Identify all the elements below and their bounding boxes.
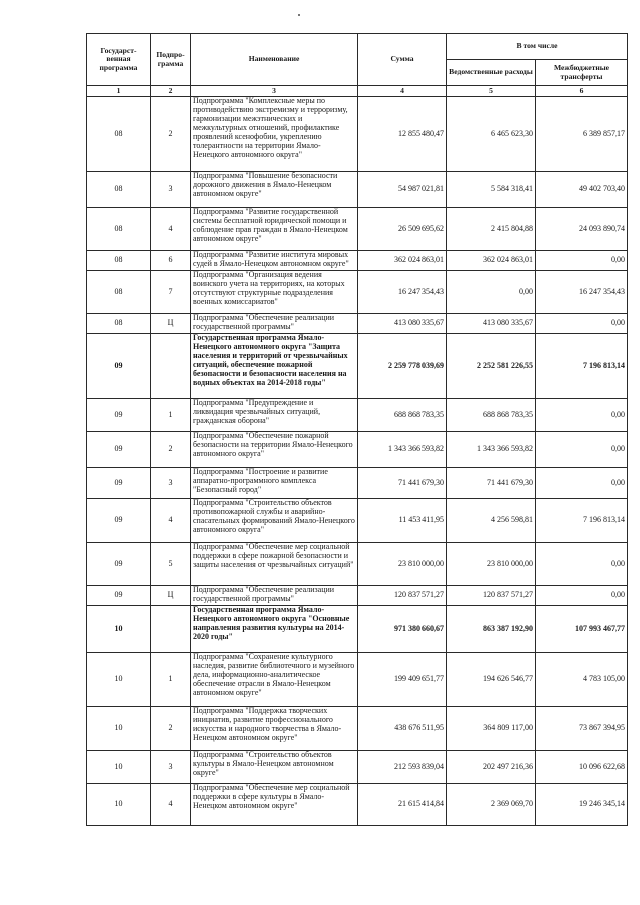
podprogramma-code: 3 — [151, 751, 191, 784]
total-amount: 438 676 511,95 — [358, 707, 447, 751]
gos-programma-code: 08 — [87, 271, 151, 314]
subprogram-row — [87, 751, 628, 784]
program-name: Подпрограмма "Обеспечение мер социальной поддержки в сфере культуры в Ямало-Ненецком автономном округе" — [191, 784, 358, 826]
program-name: Подпрограмма "Поддержка творческих инициатив, развитие профессионального искусства и народного творчества в Ямало-Ненецком автономном округе" — [191, 707, 358, 751]
intergovernmental-transfers: 4 783 105,00 — [536, 653, 628, 707]
column-number-row — [87, 86, 628, 97]
gos-programma-code: 08 — [87, 251, 151, 271]
col-number: 4 — [358, 86, 447, 97]
intergovernmental-transfers: 10 096 622,68 — [536, 751, 628, 784]
gos-programma-code: 10 — [87, 606, 151, 653]
program-name: Подпрограмма "Комплексные меры по противодействию экстремизму и терроризму, гармонизации межэтнических и межкультурных отношений, профилактике проявлений ксенофобии, укреплению толерантности на территории Ямало-Ненецкого автономного округа" — [191, 97, 358, 172]
intergovernmental-transfers: 16 247 354,43 — [536, 271, 628, 314]
gos-programma-code: 09 — [87, 399, 151, 432]
col-header-naimenovanie: Наименование — [191, 34, 358, 86]
podprogramma-code: Ц — [151, 314, 191, 334]
subprogram-row — [87, 251, 628, 271]
total-amount: 21 615 414,84 — [358, 784, 447, 826]
intergovernmental-transfers: 0,00 — [536, 468, 628, 499]
total-amount: 688 868 783,35 — [358, 399, 447, 432]
gos-programma-code: 09 — [87, 586, 151, 606]
gos-programma-code: 09 — [87, 468, 151, 499]
intergovernmental-transfers: 0,00 — [536, 314, 628, 334]
col-header-gos-programma: Государст-венная программа — [87, 34, 151, 86]
subprogram-row — [87, 586, 628, 606]
gos-programma-code: 09 — [87, 432, 151, 468]
gos-programma-code: 08 — [87, 172, 151, 208]
program-name: Подпрограмма "Обеспечение мер социальной поддержки в сфере пожарной безопасности и защиты населения от чрезвычайных ситуаций" — [191, 543, 358, 586]
total-amount: 12 855 480,47 — [358, 97, 447, 172]
departmental-expenses: 863 387 192,90 — [447, 606, 536, 653]
podprogramma-code: 1 — [151, 399, 191, 432]
departmental-expenses: 194 626 546,77 — [447, 653, 536, 707]
gos-programma-code: 09 — [87, 543, 151, 586]
podprogramma-code: 2 — [151, 707, 191, 751]
intergovernmental-transfers: 107 993 467,77 — [536, 606, 628, 653]
gos-programma-code: 08 — [87, 314, 151, 334]
program-name: Подпрограмма "Обеспечение реализации государственной программы" — [191, 314, 358, 334]
col-header-podprogramma: Подпро-грамма — [151, 34, 191, 86]
total-amount: 199 409 651,77 — [358, 653, 447, 707]
departmental-expenses: 2 369 069,70 — [447, 784, 536, 826]
podprogramma-code: 4 — [151, 499, 191, 543]
col-number: 6 — [536, 86, 628, 97]
gos-programma-code: 10 — [87, 707, 151, 751]
budget-table-body — [87, 97, 628, 826]
program-name: Подпрограмма "Обеспечение реализации государственной программы" — [191, 586, 358, 606]
gos-programma-code: 10 — [87, 751, 151, 784]
col-header-summa: Сумма — [358, 34, 447, 86]
gos-programma-code: 10 — [87, 784, 151, 826]
program-name: Подпрограмма "Сохранение культурного наследия, развитие библиотечного и музейного дела, информационно-аналитическое обеспечение отрасли в Ямало-Ненецком автономном округе" — [191, 653, 358, 707]
departmental-expenses: 413 080 335,67 — [447, 314, 536, 334]
intergovernmental-transfers: 0,00 — [536, 399, 628, 432]
departmental-expenses: 0,00 — [447, 271, 536, 314]
podprogramma-code — [151, 334, 191, 399]
podprogramma-code: 2 — [151, 432, 191, 468]
podprogramma-code: 4 — [151, 208, 191, 251]
total-amount: 362 024 863,01 — [358, 251, 447, 271]
col-number: 5 — [447, 86, 536, 97]
departmental-expenses: 688 868 783,35 — [447, 399, 536, 432]
subprogram-row — [87, 172, 628, 208]
podprogramma-code: 4 — [151, 784, 191, 826]
podprogramma-code — [151, 606, 191, 653]
departmental-expenses: 362 024 863,01 — [447, 251, 536, 271]
intergovernmental-transfers: 7 196 813,14 — [536, 499, 628, 543]
col-header-mezhbyudzhetnye: Межбюджетные трансферты — [536, 60, 628, 86]
gos-programma-code: 08 — [87, 208, 151, 251]
col-number: 1 — [87, 86, 151, 97]
intergovernmental-transfers: 0,00 — [536, 251, 628, 271]
subprogram-row — [87, 314, 628, 334]
budget-table — [86, 33, 628, 826]
program-name: Подпрограмма "Организация ведения воинского учета на территориях, на которых отсутствуют структурные подразделения военных комиссариатов" — [191, 271, 358, 314]
col-header-v-tom-chisle: В том числе — [447, 34, 628, 60]
scan-speck — [298, 14, 300, 16]
intergovernmental-transfers: 0,00 — [536, 543, 628, 586]
subprogram-row — [87, 707, 628, 751]
program-name: Подпрограмма "Обеспечение пожарной безопасности на территории Ямало-Ненецкого автономного округа" — [191, 432, 358, 468]
departmental-expenses: 120 837 571,27 — [447, 586, 536, 606]
intergovernmental-transfers: 7 196 813,14 — [536, 334, 628, 399]
total-amount: 1 343 366 593,82 — [358, 432, 447, 468]
program-name: Государственная программа Ямало-Ненецкого автономного округа "Основные направления развития культуры на 2014-2020 годы" — [191, 606, 358, 653]
total-amount: 54 987 021,81 — [358, 172, 447, 208]
subprogram-row — [87, 543, 628, 586]
podprogramma-code: 5 — [151, 543, 191, 586]
program-name: Подпрограмма "Строительство объектов культуры в Ямало-Ненецком автономном округе" — [191, 751, 358, 784]
subprogram-row — [87, 97, 628, 172]
subprogram-row — [87, 499, 628, 543]
subprogram-row — [87, 432, 628, 468]
total-amount: 120 837 571,27 — [358, 586, 447, 606]
program-name: Подпрограмма "Строительство объектов противопожарной службы и аварийно-спасательных формирований Ямало-Ненецкого автономного округа" — [191, 499, 358, 543]
departmental-expenses: 1 343 366 593,82 — [447, 432, 536, 468]
intergovernmental-transfers: 49 402 703,40 — [536, 172, 628, 208]
intergovernmental-transfers: 24 093 890,74 — [536, 208, 628, 251]
gos-programma-code: 08 — [87, 97, 151, 172]
departmental-expenses: 4 256 598,81 — [447, 499, 536, 543]
program-name: Подпрограмма "Построение и развитие аппаратно-программного комплекса "Безопасный город" — [191, 468, 358, 499]
intergovernmental-transfers: 0,00 — [536, 586, 628, 606]
podprogramma-code: 6 — [151, 251, 191, 271]
intergovernmental-transfers: 73 867 394,95 — [536, 707, 628, 751]
total-amount: 971 380 660,67 — [358, 606, 447, 653]
program-row — [87, 606, 628, 653]
subprogram-row — [87, 399, 628, 432]
departmental-expenses: 6 465 623,30 — [447, 97, 536, 172]
total-amount: 11 453 411,95 — [358, 499, 447, 543]
subprogram-row — [87, 653, 628, 707]
program-name: Подпрограмма "Повышение безопасности дорожного движения в Ямало-Ненецком автономном округе" — [191, 172, 358, 208]
program-row — [87, 334, 628, 399]
departmental-expenses: 5 584 318,41 — [447, 172, 536, 208]
podprogramma-code: 7 — [151, 271, 191, 314]
total-amount: 23 810 000,00 — [358, 543, 447, 586]
subprogram-row — [87, 468, 628, 499]
total-amount: 212 593 839,04 — [358, 751, 447, 784]
gos-programma-code: 09 — [87, 499, 151, 543]
total-amount: 413 080 335,67 — [358, 314, 447, 334]
gos-programma-code: 09 — [87, 334, 151, 399]
departmental-expenses: 202 497 216,36 — [447, 751, 536, 784]
subprogram-row — [87, 784, 628, 826]
podprogramma-code: 3 — [151, 468, 191, 499]
program-name: Подпрограмма "Развитие государственной системы бесплатной юридической помощи и соблюдение прав граждан в Ямало-Ненецком автономном округе" — [191, 208, 358, 251]
podprogramma-code: 2 — [151, 97, 191, 172]
total-amount: 26 509 695,62 — [358, 208, 447, 251]
intergovernmental-transfers: 0,00 — [536, 432, 628, 468]
gos-programma-code: 10 — [87, 653, 151, 707]
intergovernmental-transfers: 6 389 857,17 — [536, 97, 628, 172]
departmental-expenses: 23 810 000,00 — [447, 543, 536, 586]
subprogram-row — [87, 208, 628, 251]
departmental-expenses: 2 415 804,88 — [447, 208, 536, 251]
departmental-expenses: 71 441 679,30 — [447, 468, 536, 499]
podprogramma-code: 1 — [151, 653, 191, 707]
program-name: Подпрограмма "Развитие института мировых судей в Ямало-Ненецком автономном округе" — [191, 251, 358, 271]
podprogramma-code: Ц — [151, 586, 191, 606]
total-amount: 71 441 679,30 — [358, 468, 447, 499]
podprogramma-code: 3 — [151, 172, 191, 208]
departmental-expenses: 364 809 117,00 — [447, 707, 536, 751]
total-amount: 2 259 778 039,69 — [358, 334, 447, 399]
program-name: Подпрограмма "Предупреждение и ликвидация чрезвычайных ситуаций, гражданская оборона" — [191, 399, 358, 432]
intergovernmental-transfers: 19 246 345,14 — [536, 784, 628, 826]
col-number: 2 — [151, 86, 191, 97]
total-amount: 16 247 354,43 — [358, 271, 447, 314]
col-header-vedomstvennye: Ведомственные расходы — [447, 60, 536, 86]
subprogram-row — [87, 271, 628, 314]
program-name: Государственная программа Ямало-Ненецкого автономного округа "Защита населения и территорий от чрезвычайных ситуаций, обеспечение пожарной безопасности и безопасности населения на водных объектах на 2014-2018 годы" — [191, 334, 358, 399]
col-number: 3 — [191, 86, 358, 97]
departmental-expenses: 2 252 581 226,55 — [447, 334, 536, 399]
